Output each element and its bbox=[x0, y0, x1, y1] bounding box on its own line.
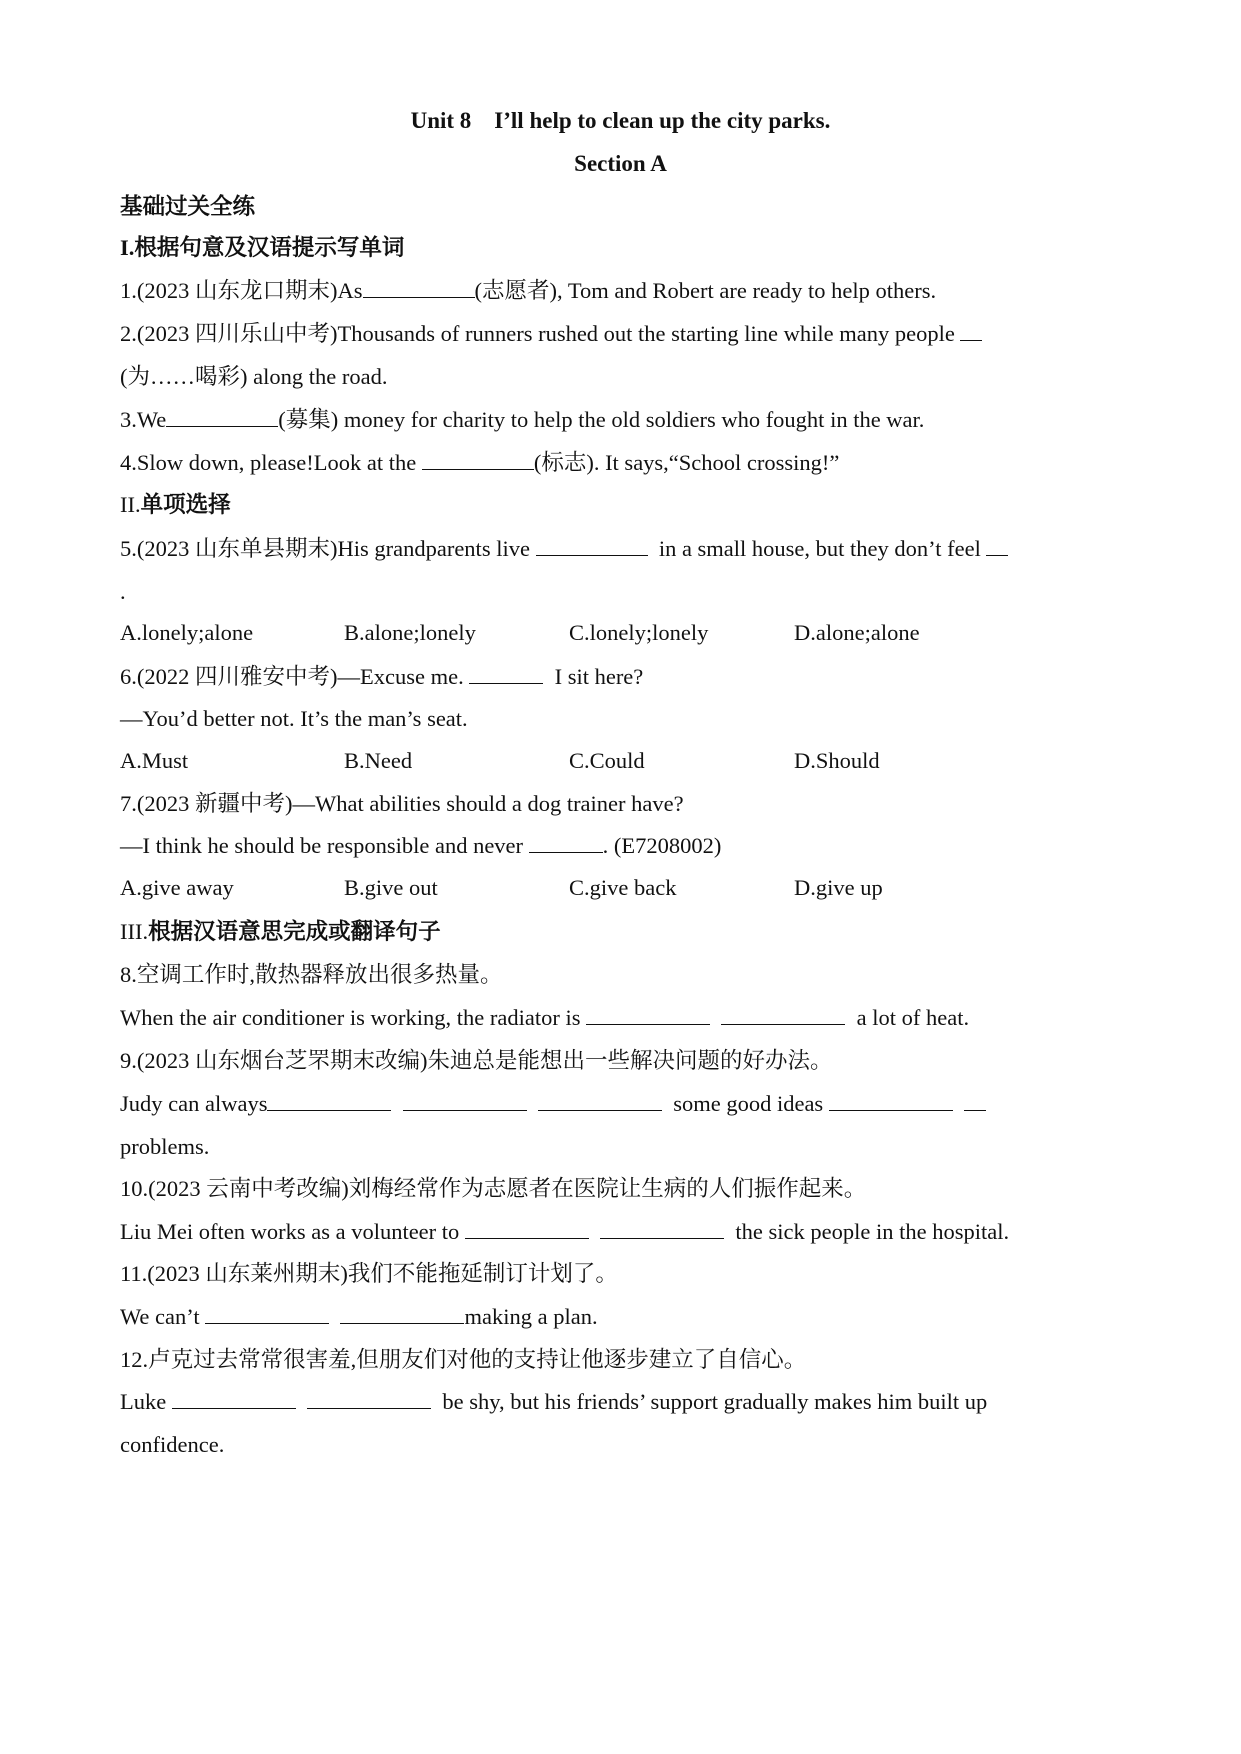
option-a[interactable]: A.lonely;alone bbox=[120, 620, 254, 645]
question-1 bbox=[120, 276, 936, 306]
section-title: Section A bbox=[574, 151, 667, 176]
q5-text-a: 5.(2023 山东单县期末)His grandparents live bbox=[120, 536, 536, 561]
answer-blank[interactable] bbox=[469, 663, 543, 684]
q9-text-a: Judy can always bbox=[120, 1091, 268, 1116]
answer-blank[interactable] bbox=[721, 1004, 845, 1025]
answer-blank[interactable] bbox=[166, 406, 278, 427]
q1-text-b: (志愿者), Tom and Robert are ready to help others. bbox=[474, 278, 937, 303]
answer-blank[interactable] bbox=[363, 277, 475, 298]
question-9-chinese: 9.(2023 山东烟台芝罘期末改编)朱迪总是能想出一些解决问题的好办法。 bbox=[120, 1048, 833, 1073]
question-6-reply: —You’d better not. It’s the man’s seat. bbox=[120, 706, 468, 731]
option-c[interactable]: C.Could bbox=[569, 748, 645, 773]
q8-text-a: When the air conditioner is working, the radiator is bbox=[120, 1005, 587, 1030]
option-a[interactable]: A.give away bbox=[120, 875, 234, 900]
question-9-cont: problems. bbox=[120, 1134, 210, 1159]
question-8-chinese: 8.空调工作时,散热器释放出很多热量。 bbox=[120, 962, 503, 987]
q4-text-b: (标志). It says,“School crossing!” bbox=[533, 450, 840, 475]
option-d[interactable]: D.Should bbox=[794, 748, 880, 773]
question-6 bbox=[120, 662, 643, 692]
q12-text-a: Luke bbox=[120, 1389, 172, 1414]
answer-blank[interactable] bbox=[267, 1090, 391, 1111]
q9-text-b: some good ideas bbox=[661, 1091, 829, 1116]
section-3-number: III. bbox=[120, 919, 149, 944]
q2-text-a: 2.(2023 四川乐山中考)Thousands of runners rushed out the starting line while many people bbox=[120, 321, 961, 346]
answer-blank[interactable] bbox=[340, 1303, 464, 1324]
question-5 bbox=[120, 534, 1008, 564]
question-10 bbox=[120, 1217, 1009, 1247]
answer-blank[interactable] bbox=[960, 320, 982, 341]
option-a[interactable]: A.Must bbox=[120, 748, 189, 773]
question-4 bbox=[120, 448, 839, 478]
question-12-cont: confidence. bbox=[120, 1432, 225, 1457]
option-c[interactable]: C.lonely;lonely bbox=[569, 620, 709, 645]
q11-text-b: making a plan. bbox=[464, 1304, 598, 1329]
question-12 bbox=[120, 1387, 987, 1417]
q10-text-a: Liu Mei often works as a volunteer to bbox=[120, 1219, 465, 1244]
option-b[interactable]: B.Need bbox=[344, 748, 413, 773]
option-b[interactable]: B.give out bbox=[344, 875, 438, 900]
section-2-number: II. bbox=[120, 492, 141, 517]
answer-blank[interactable] bbox=[600, 1218, 724, 1239]
answer-blank[interactable] bbox=[465, 1218, 589, 1239]
answer-blank[interactable] bbox=[964, 1090, 986, 1111]
question-7-reply bbox=[120, 831, 721, 861]
option-c[interactable]: C.give back bbox=[569, 875, 677, 900]
option-d[interactable]: D.alone;alone bbox=[794, 620, 920, 645]
section-2-title: 单项选择 bbox=[140, 492, 231, 517]
q8-text-b: a lot of heat. bbox=[845, 1005, 970, 1030]
q6-text-b: I sit here? bbox=[543, 664, 644, 689]
option-b[interactable]: B.alone;lonely bbox=[344, 620, 476, 645]
answer-blank[interactable] bbox=[529, 832, 603, 853]
option-d[interactable]: D.give up bbox=[794, 875, 883, 900]
answer-blank[interactable] bbox=[538, 1090, 662, 1111]
question-8 bbox=[120, 1003, 969, 1033]
question-11 bbox=[120, 1302, 598, 1332]
question-12-chinese: 12.卢克过去常常很害羞,但朋友们对他的支持让他逐步建立了自信心。 bbox=[120, 1347, 807, 1372]
q3-text-b: (募集) money for charity to help the old soldiers who fought in the war. bbox=[278, 407, 925, 432]
part-heading: 基础过关全练 bbox=[120, 194, 256, 219]
question-5-cont: . bbox=[120, 579, 126, 604]
q11-text-a: We can’t bbox=[120, 1304, 206, 1329]
answer-blank[interactable] bbox=[205, 1303, 329, 1324]
question-9 bbox=[120, 1089, 986, 1119]
section-heading-3 bbox=[120, 917, 441, 947]
answer-blank[interactable] bbox=[422, 449, 534, 470]
answer-blank[interactable] bbox=[307, 1388, 431, 1409]
section-heading-2 bbox=[120, 490, 231, 520]
q10-text-b: the sick people in the hospital. bbox=[724, 1219, 1010, 1244]
q7-text-b: —I think he should be responsible and never bbox=[120, 833, 529, 858]
answer-blank[interactable] bbox=[586, 1004, 710, 1025]
q7-text-c: . (E7208002) bbox=[602, 833, 722, 858]
section-heading-1: I.根据句意及汉语提示写单词 bbox=[120, 235, 405, 260]
q12-text-b: be shy, but his friends’ support gradually makes him built up bbox=[431, 1389, 988, 1414]
q1-text-a: 1.(2023 山东龙口期末)As bbox=[120, 278, 363, 303]
answer-blank[interactable] bbox=[986, 535, 1008, 556]
question-10-chinese: 10.(2023 云南中考改编)刘梅经常作为志愿者在医院让生病的人们振作起来。 bbox=[120, 1176, 867, 1201]
question-2-cont: (为……喝彩) along the road. bbox=[120, 364, 388, 389]
question-2 bbox=[120, 319, 982, 349]
question-11-chinese: 11.(2023 山东莱州期末)我们不能拖延制订计划了。 bbox=[120, 1261, 618, 1286]
unit-title: Unit 8 I’ll help to clean up the city parks. bbox=[410, 108, 831, 133]
section-3-title: 根据汉语意思完成或翻译句子 bbox=[148, 919, 441, 944]
question-3 bbox=[120, 405, 924, 435]
q5-text-b: in a small house, but they don’t feel bbox=[647, 536, 987, 561]
q4-text-a: 4.Slow down, please!Look at the bbox=[120, 450, 422, 475]
question-7: 7.(2023 新疆中考)—What abilities should a dog trainer have? bbox=[120, 791, 684, 816]
answer-blank[interactable] bbox=[829, 1090, 953, 1111]
answer-blank[interactable] bbox=[172, 1388, 296, 1409]
answer-blank[interactable] bbox=[536, 535, 648, 556]
q3-text-a: 3.We bbox=[120, 407, 167, 432]
q6-text-a: 6.(2022 四川雅安中考)—Excuse me. bbox=[120, 664, 470, 689]
answer-blank[interactable] bbox=[403, 1090, 527, 1111]
